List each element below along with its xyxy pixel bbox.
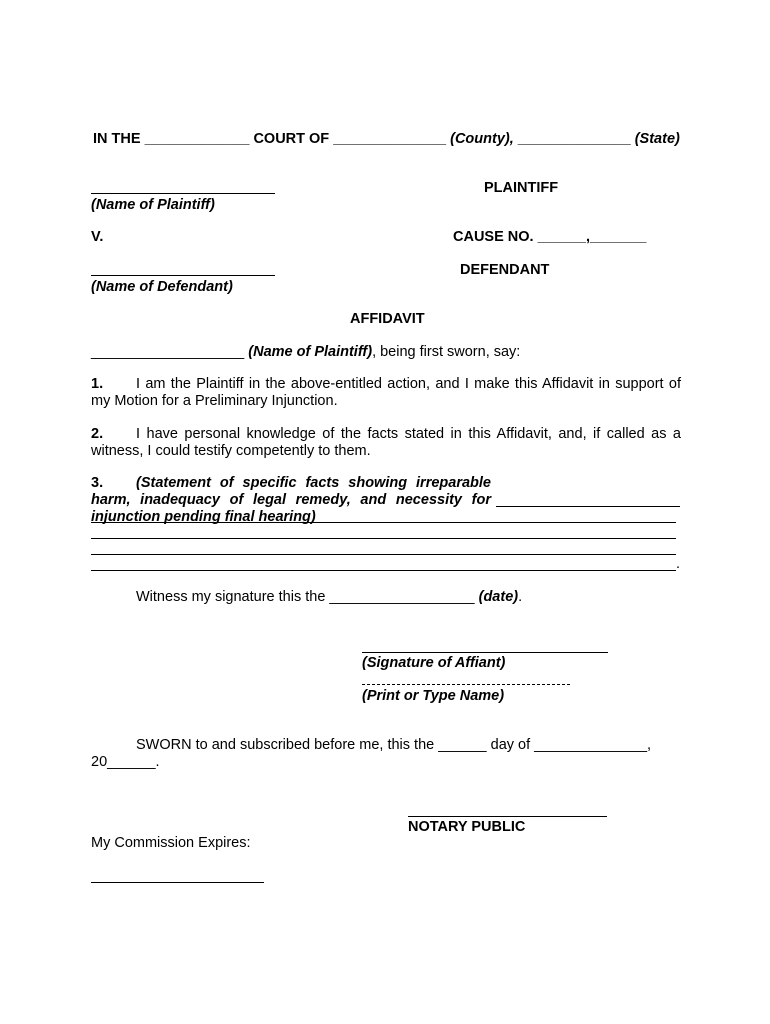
intro-line: [91, 344, 520, 360]
affiant-name-blank[interactable]: ___________________: [91, 344, 245, 360]
court-of-label: COURT OF: [253, 131, 330, 147]
paragraph-number: 2.: [91, 426, 104, 442]
witness-text: Witness my signature this the: [136, 589, 326, 605]
witness-line: [136, 589, 522, 605]
statement-line[interactable]: [91, 522, 676, 523]
paragraph-text: I am the Plaintiff in the above-entitled action, and I make this Affidavit in support of my Motion for a Preliminary Injunction.: [91, 376, 681, 409]
court-header: [93, 131, 680, 147]
affiant-name-hint: (Name of Plaintiff): [248, 344, 373, 360]
intro-text: , being first sworn, say:: [372, 344, 521, 360]
print-name-hint: (Print or Type Name): [362, 688, 505, 704]
statement-line[interactable]: [91, 570, 676, 571]
cause-number[interactable]: CAUSE NO. ______,_______: [453, 229, 647, 245]
paragraph-number: 3.: [91, 475, 104, 491]
commission-expires-line[interactable]: [91, 882, 264, 883]
affiant-signature-line[interactable]: [362, 652, 608, 653]
paragraph-number: 1.: [91, 376, 104, 392]
paragraph-text: I have personal knowledge of the facts stated in this Affidavit, and, if called as a witness, I could testify competently to them.: [91, 426, 681, 459]
plaintiff-name-hint: (Name of Plaintiff): [91, 197, 215, 213]
versus-label: V.: [91, 229, 104, 245]
state-blank[interactable]: ______________: [517, 131, 631, 147]
paragraph-text: (Statement of specific facts showing irreparable harm, inadequacy of legal remedy, and necessity for injunction pending final hearing): [91, 475, 491, 525]
statement-line[interactable]: [91, 554, 676, 555]
defendant-label: DEFENDANT: [460, 262, 550, 278]
paragraph-1: [91, 376, 681, 410]
court-name-blank[interactable]: _____________: [144, 131, 250, 147]
affiant-signature-hint: (Signature of Affiant): [362, 655, 506, 671]
statement-line[interactable]: [496, 506, 680, 507]
notary-public-label: NOTARY PUBLIC: [408, 819, 526, 835]
document-title: AFFIDAVIT: [350, 311, 425, 327]
paragraph-2: [91, 426, 681, 460]
date-hint: (date): [478, 589, 519, 605]
sworn-year: 20______.: [91, 754, 160, 770]
defendant-name-hint: (Name of Defendant): [91, 279, 233, 295]
in-the-label: IN THE: [93, 131, 141, 147]
plaintiff-label: PLAINTIFF: [484, 180, 559, 196]
sworn-text: SWORN to and subscribed before me, this the ______ day of ______________,: [136, 737, 652, 753]
witness-period: .: [518, 589, 523, 605]
paragraph-3: [91, 475, 491, 526]
date-blank[interactable]: __________________: [329, 589, 475, 605]
statement-period: .: [676, 556, 681, 572]
defendant-name-line[interactable]: [91, 275, 275, 276]
county-blank[interactable]: ______________: [333, 131, 447, 147]
print-name-line[interactable]: [362, 684, 570, 685]
commission-expires-label: My Commission Expires:: [91, 835, 251, 851]
statement-line[interactable]: [91, 538, 676, 539]
county-hint: (County),: [450, 131, 514, 147]
plaintiff-name-line[interactable]: [91, 193, 275, 194]
state-hint: (State): [634, 131, 680, 147]
notary-signature-line[interactable]: [408, 816, 607, 817]
